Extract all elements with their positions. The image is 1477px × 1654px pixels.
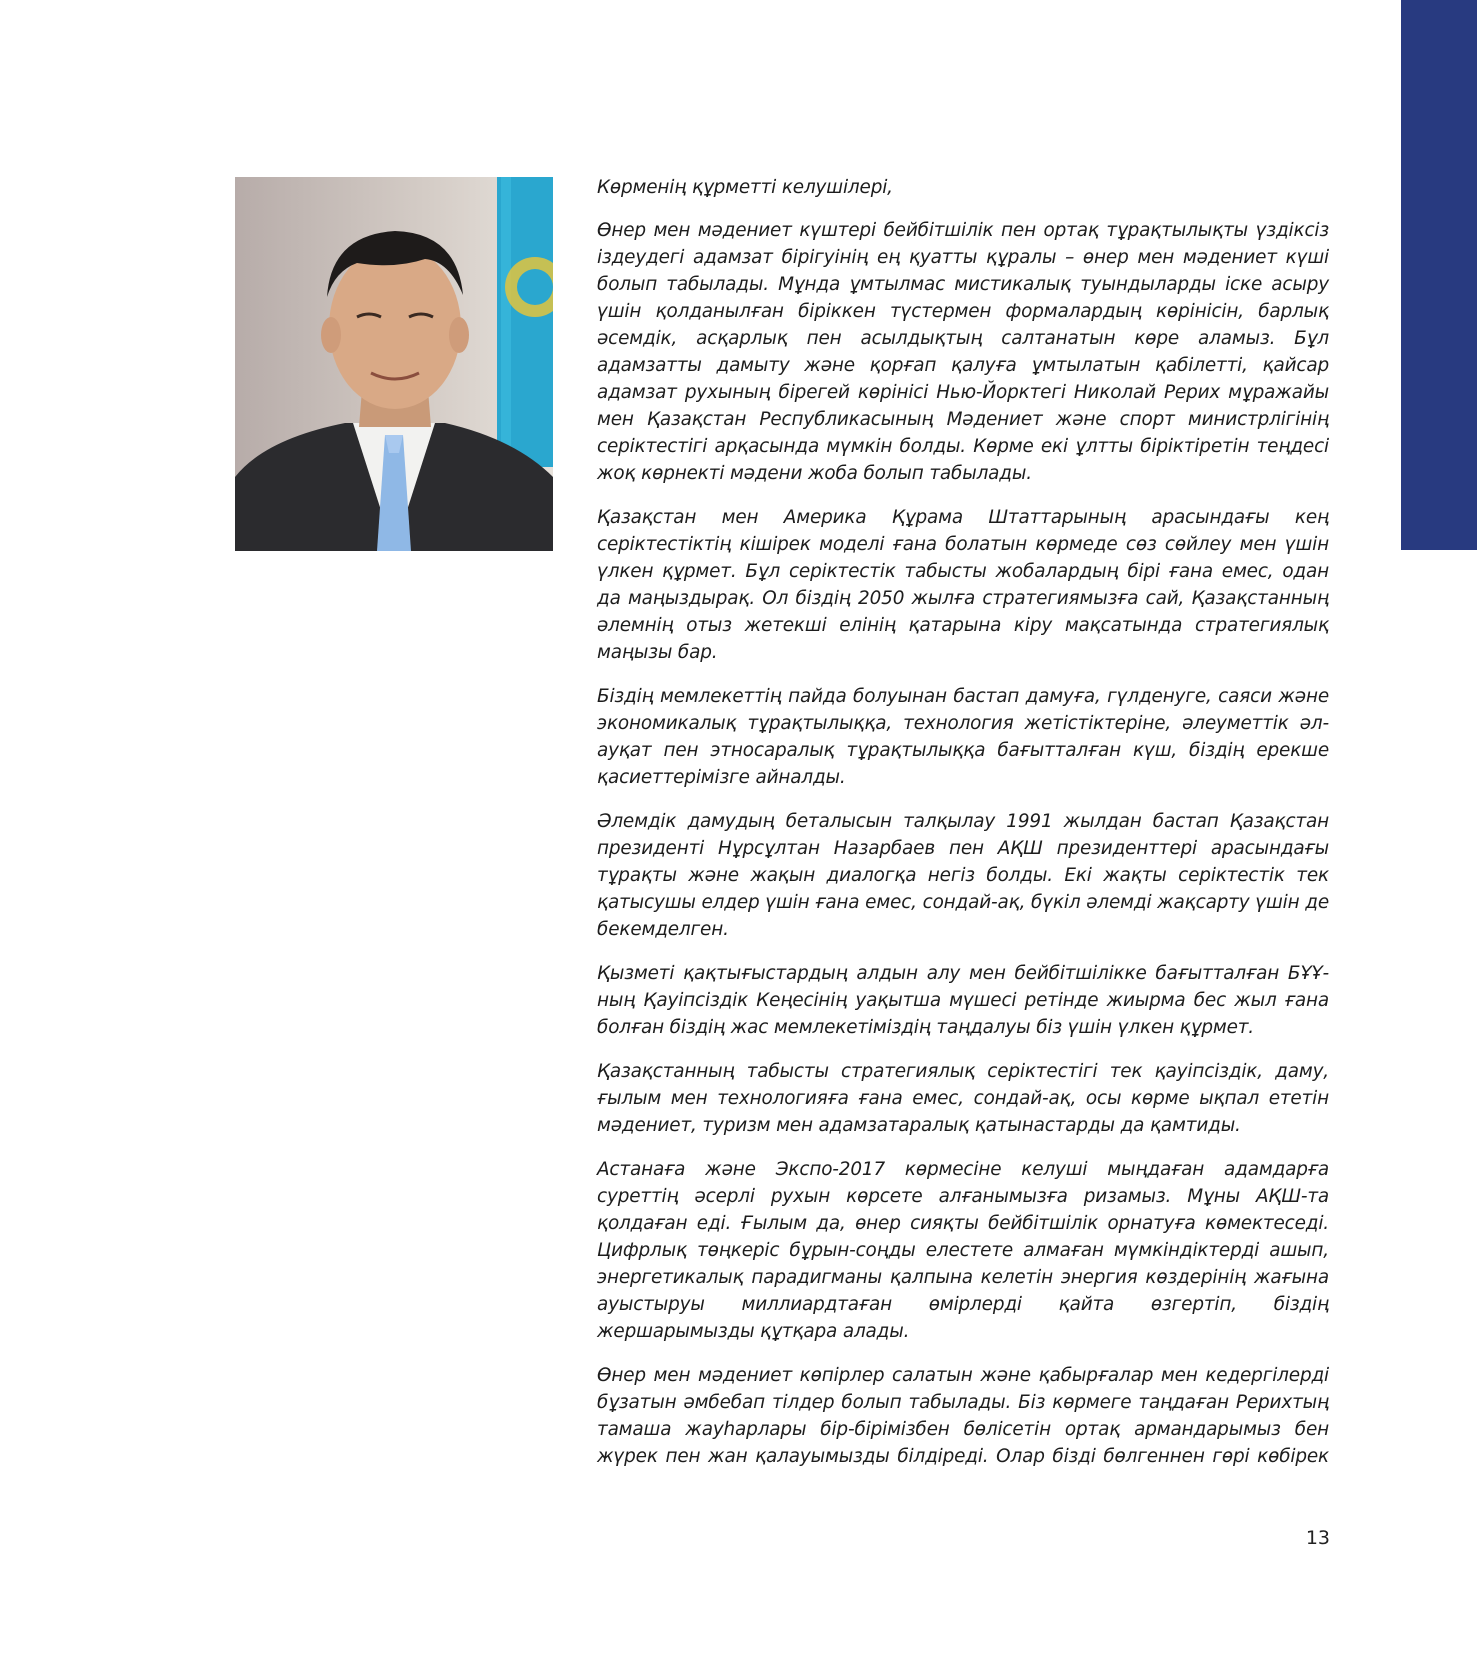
side-color-band [1401, 0, 1477, 550]
letter-paragraph: Қызметі қақтығыстардың алдын алу мен бейбітшілікке бағытталған БҰҰ-ның Қауіпсіздік Кеңесінің уақытша мүшесі ретінде жиырма бес жыл ғана болған біздің жас мемлекетіміздің таңдалуы біз үшін үлкен құрмет. [597, 963, 1329, 1038]
letter-paragraph: Қазақстанның табысты стратегиялық серіктестігі тек қауіпсіздік, даму, ғылым мен технологияға ғана емес, сондай-ақ, осы көрме ықпал ететін мәдениет, туризм мен адамзатаралық қатынастарды да қамтиды. [597, 1061, 1329, 1136]
letter-paragraph: Қазақстан мен Америка Құрама Штаттарының арасындағы кең серіктестіктің кішірек моделі ғана болатын көрмеде сөз сөйлеу мен үшін үлкен құрмет. Бұл серіктестік табысты жобалардың бірі ғана емес, одан да маңыздырақ. Ол біздің 2050 жылға стратегиямызға сай, Қазақстанның әлемнің отыз жетекші елінің қатарына кіру мақсатында стратегиялық маңызы бар. [597, 507, 1329, 663]
page-number: 13 [1305, 1527, 1330, 1549]
letter-body [597, 174, 1329, 1470]
portrait-photo [235, 177, 553, 551]
letter-paragraph: Астанаға және Экспо-2017 көрмесіне келуші мыңдаған адамдарға суреттің әсерлі рухын көрсете алғанымызға ризамыз. Мұны АҚШ-та қолдаған еді. Ғылым да, өнер сияқты бейбітшілік орнатуға көмектеседі. Цифрлық төңкеріс бұрын-соңды елестете алмаған мүмкіндіктерді ашып, энергетикалық парадигманы қалпына келетін энергия көздерінің жағына ауыстыруы миллиардтаған өмірлерді қайта өзгертіп, біздің жершарымызды құтқара алады. [597, 1159, 1329, 1342]
letter-paragraph: Әлемдік дамудың беталысын талқылау 1991 жылдан бастап Қазақстан президенті Нұрсұлтан Назарбаев пен АҚШ президенттері арасындағы тұрақты және жақын диалогқа негіз болды. Екі жақты серіктестік тек қатысушы елдер үшін ғана емес, сондай-ақ, бүкіл әлемді жақсарту үшін де бекемделген. [597, 811, 1329, 940]
letter-greeting: Көрменің құрметті келушілері, [597, 177, 893, 198]
portrait-photo-icon [235, 177, 553, 551]
letter-paragraph: Өнер мен мәдениет күштері бейбітшілік пен ортақ тұрақтылықты үздіксіз іздеудегі адамзат бірігуінің ең қуатты құралы – өнер мен мәдениет күші болып табылады. Мұнда ұмтылмас мистикалық туындыларды іске асыру үшін қолданылған біріккен түстермен формалардың көрінісін, барлық әсемдік, асқарлық пен асылдықтың салтанатын көре аламыз. Бұл адамзатты дамыту және қорғап қалуға ұмтылатын қабілетті, қайсар адамзат рухының бірегей көрінісі Нью-Йорктегі Николай Рерих мұражайы мен Қазақстан Республикасының Мәдениет және спорт министрлігінің серіктестігі арқасында мүмкін болды. Көрме екі ұлтты біріктіретін теңдесі жоқ көрнекті мәдени жоба болып табылады. [597, 220, 1329, 484]
letter-paragraph: Өнер мен мәдениет көпірлер салатын және қабырғалар мен кедергілерді бұзатын әмбебап тілдер болып табылады. Біз көрмеге таңдаған Рерихтың тамаша жауһарлары бір-бірімізбен бөлісетін ортақ армандарымыз бен жүрек пен жан қалауымызды білдіреді. Олар бізді бөлгеннен гөрі көбірек [597, 1365, 1329, 1467]
letter-paragraph: Біздің мемлекеттің пайда болуынан бастап дамуға, гүлденуге, саяси және экономикалық тұрақтылыққа, технология жетістіктеріне, әлеуметтік әл-ауқат пен этносаралық тұрақтылыққа бағытталған күш, біздің ерекше қасиеттерімізге айналды. [597, 686, 1329, 788]
